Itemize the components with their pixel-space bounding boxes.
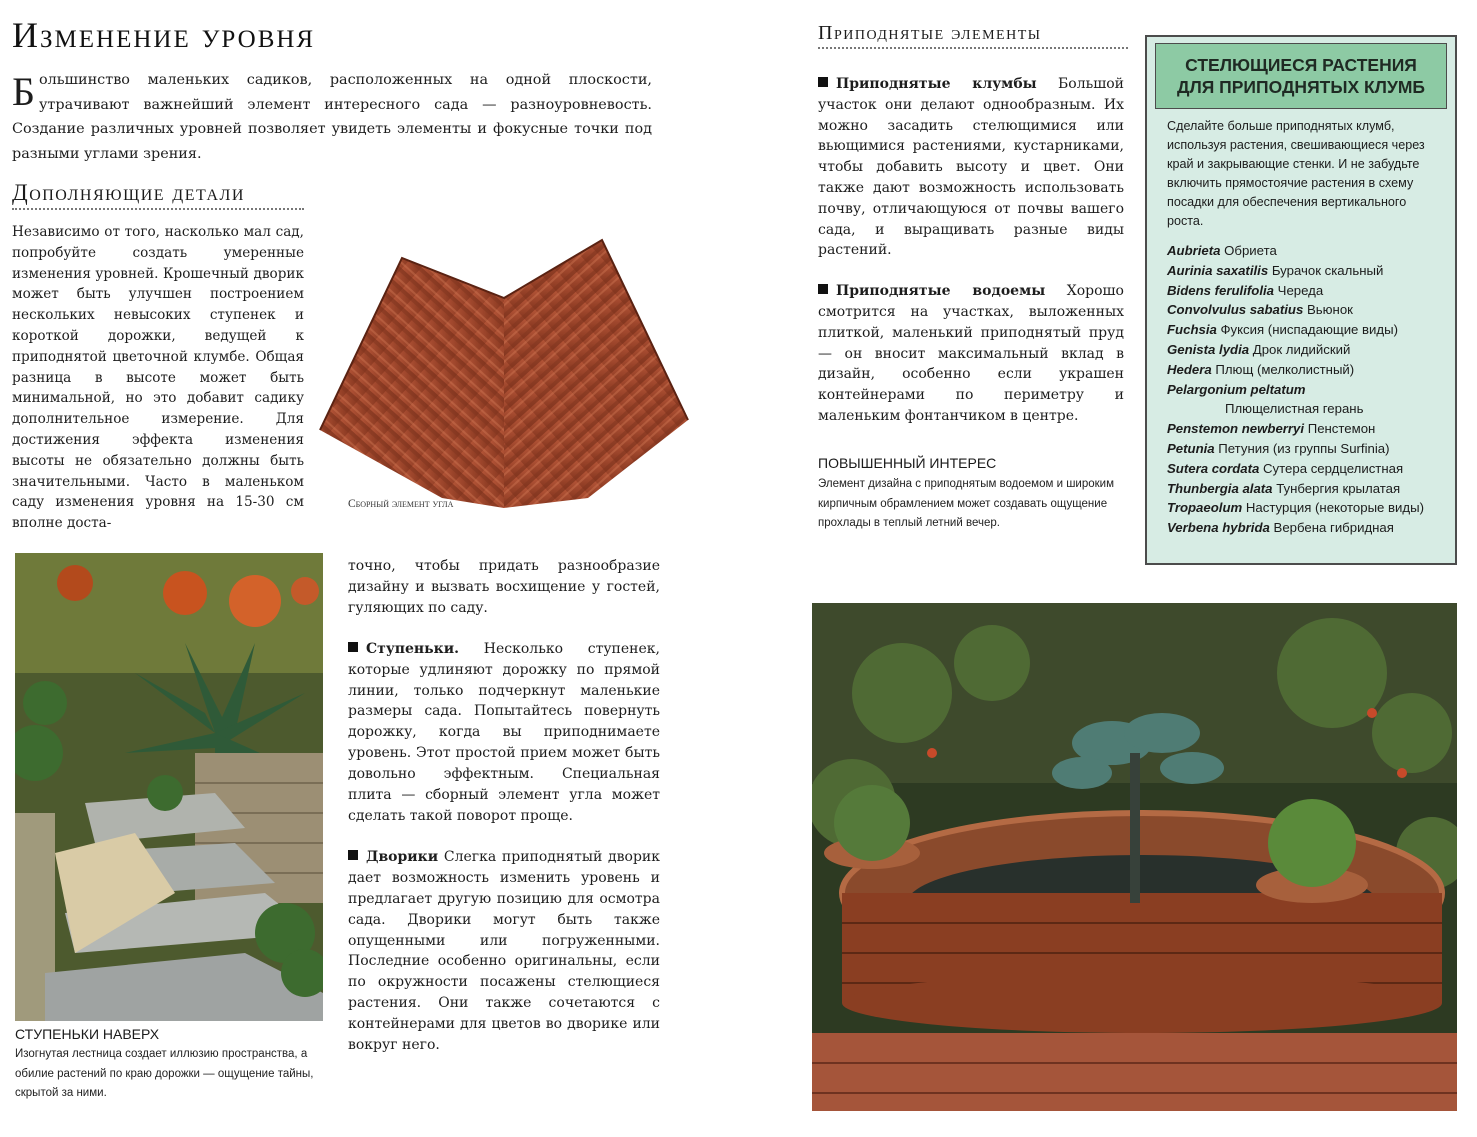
section-title-details: Дополняющие детали xyxy=(12,180,304,210)
bullet-icon xyxy=(818,77,828,87)
details-text: Независимо от того, насколько мал сад, попробуйте создать умеренные изменения уровней. Крошечный дворик может быть улучшен построением нескольких невысоких ступенек и короткой дорожки, ведущей к приподнятой цветочной клумбе. Общая разница в высоте может быть минимальной, но это добавит садику дополнительное измерение. Для достижения эффекта изменения высоты не обязательно должны быть значительными. Часто в маленьком саду изменения уровня на 15-30 см вполне доста- xyxy=(12,224,304,532)
item-lead: Приподнятые клумбы xyxy=(836,76,1037,92)
bullet-icon xyxy=(818,284,828,294)
plant-list-item xyxy=(1167,479,1451,499)
steps-caption-title: СТУПЕНЬКИ НАВЕРХ xyxy=(15,1026,160,1042)
plant-common-name: Бурачок скальный xyxy=(1268,262,1384,278)
plant-latin-name: Petunia xyxy=(1167,440,1215,456)
fountain-caption-body: Элемент дизайна с приподнятым водоемом и широким кирпичным обрамлением может создавать ощущение прохлады в теплый летний вечер. xyxy=(818,478,1115,529)
intro-text: ольшинство маленьких садиков, расположенных на одной плоскости, утрачивают важнейший элемент интересного сада — разноуровневость. Создание различных уровней позволяет увидеть элементы и фокусные точки под разными углами зрения. xyxy=(12,72,652,162)
middle-column xyxy=(348,556,660,1076)
plant-common-name: Петуния (из группы Surfinia) xyxy=(1214,440,1390,456)
plant-common-name: Вьюнок xyxy=(1303,302,1353,318)
plant-common-name: Дрок лидийский xyxy=(1249,341,1351,357)
item-text: Слегка приподнятый дворик дает возможность изменить уровень и предлагает другую позицию для осмотра сада. Дворики могут быть также опущенными или погруженными. Последние особенно оригинальны, если по окружности посажены стелющиеся растения. Они также сочетаются с контейнерами для цветов во дворике или вокруг него. xyxy=(348,848,660,1054)
item-lead: Дворики xyxy=(366,848,439,865)
sidebar-header xyxy=(1155,43,1447,109)
plant-latin-name: Thunbergia alata xyxy=(1167,480,1273,496)
raised-item-ponds xyxy=(818,281,1124,427)
plant-common-name: Плющ (мелколистный) xyxy=(1211,361,1355,377)
steps-caption-body: Изогнутая лестница создает иллюзию пространства, а обилие растений по краю дорожки — ощущение тайны, скрытой за ними. xyxy=(15,1048,314,1099)
sidebar-title: СТЕЛЮЩИЕСЯ РАСТЕНИЯ ДЛЯ ПРИПОДНЯТЫХ КЛУМБ xyxy=(1176,55,1426,97)
drop-cap: Б xyxy=(12,69,35,114)
plant-list-item xyxy=(1167,261,1451,281)
item-text: Хорошо смотрится на участках, выложенных плиткой, маленький приподнятый пруд — он вносит максимальный вклад в дизайн, особенно если украшен контейнерами по периметру и маленьким фонтанчиком в центре. xyxy=(818,283,1124,424)
item-text: Несколько ступенек, которые удлиняют дорожку по прямой линии, только подчеркнут маленькие размеры сада. Попытайтесь повернуть дорожку, когда вы приподнимаете уровень. Этот простой прием может быть довольно эффектным. Специальная плита — сборный элемент угла может сделать такой поворот проще. xyxy=(348,640,660,824)
plant-list-item xyxy=(1167,300,1451,320)
plants-sidebar xyxy=(1145,35,1457,565)
plant-latin-name: Aubrieta xyxy=(1167,243,1221,258)
plant-latin-name: Sutera cordata xyxy=(1167,460,1260,476)
plant-list-item xyxy=(1167,241,1451,261)
bullet-icon xyxy=(348,850,358,860)
steps-photo xyxy=(15,553,323,1021)
sidebar-intro: Сделайте больше приподнятых клумб, используя растения, свешивающиеся через край и закрывающие стенки. И не забудьте включить прямостоячие растения в схему посадки для обеспечения вертикального роста. xyxy=(1167,119,1425,228)
plant-common-name: Череда xyxy=(1273,282,1324,298)
bullet-icon xyxy=(348,642,358,652)
section-title-raised: Приподнятые элементы xyxy=(818,22,1128,49)
plant-latin-name: Hedera xyxy=(1167,361,1212,377)
plant-latin-name: Pelargonium peltatum xyxy=(1167,381,1306,397)
corner-caption: Сборный элемент угла xyxy=(348,498,454,510)
details-continuation: точно, чтобы придать разнообразие дизайну и вызвать восхищение у гостей, гуляющих по саду. xyxy=(348,558,660,616)
plant-latin-name: Verbena hybrida xyxy=(1167,520,1270,536)
plant-common-name: Фуксия (ниспадающие виды) xyxy=(1216,322,1398,338)
plant-list-item xyxy=(1167,281,1451,301)
item-text: Большой участок они делают однообразным. Их можно засадить стелющимися или вьющимися растениями, кустарниками, чтобы добавить высоту и цвет. Они также дают возможность использовать почву, отличающуюся от почвы вашего сада, и выращивать разные виды растений. xyxy=(818,76,1124,259)
raised-item-beds xyxy=(818,74,1124,261)
plant-common-name: Вербена гибридная xyxy=(1269,520,1394,536)
plant-list-item xyxy=(1167,419,1451,439)
plant-list-item xyxy=(1167,360,1451,380)
item-lead: Ступеньки. xyxy=(366,640,460,657)
plant-list xyxy=(1167,241,1451,538)
plant-list-item xyxy=(1167,380,1451,400)
plant-list-item xyxy=(1167,459,1451,479)
page-title: Изменение уровня xyxy=(12,15,316,55)
plant-latin-name: Fuchsia xyxy=(1167,322,1217,338)
intro-paragraph xyxy=(12,68,652,166)
plant-common-name: Плющелистная герань xyxy=(1225,401,1364,417)
plant-list-item xyxy=(1167,498,1451,518)
mid-item-steps xyxy=(348,639,660,827)
plant-common-name: Пенстемон xyxy=(1304,421,1376,437)
plant-list-item xyxy=(1167,340,1451,360)
plant-common-name: Настурция (некоторые виды) xyxy=(1242,500,1424,516)
plant-common-name: Обриета xyxy=(1220,243,1277,258)
mid-item-patios xyxy=(348,847,660,1056)
corner-brick-illustration xyxy=(318,236,690,516)
plant-list-item xyxy=(1167,399,1451,419)
plant-common-name: Тунбергия крылатая xyxy=(1272,480,1401,496)
plant-latin-name: Aurinia saxatilis xyxy=(1167,262,1269,278)
plant-latin-name: Genista lydia xyxy=(1167,341,1250,357)
plant-latin-name: Tropaeolum xyxy=(1167,500,1243,516)
plant-list-item xyxy=(1167,320,1451,340)
item-lead: Приподнятые водоемы xyxy=(836,283,1046,300)
plant-list-item xyxy=(1167,518,1451,538)
raised-text xyxy=(818,74,1124,447)
plant-list-item xyxy=(1167,439,1451,459)
fountain-caption-title: ПОВЫШЕННЫЙ ИНТЕРЕС xyxy=(818,455,997,471)
plant-common-name: Сутера сердцелистная xyxy=(1259,460,1404,476)
plant-latin-name: Bidens ferulifolia xyxy=(1167,282,1274,298)
plant-latin-name: Convolvulus sabatius xyxy=(1167,302,1304,318)
fountain-photo xyxy=(812,603,1457,1111)
plant-latin-name: Penstemon newberryi xyxy=(1167,421,1305,437)
